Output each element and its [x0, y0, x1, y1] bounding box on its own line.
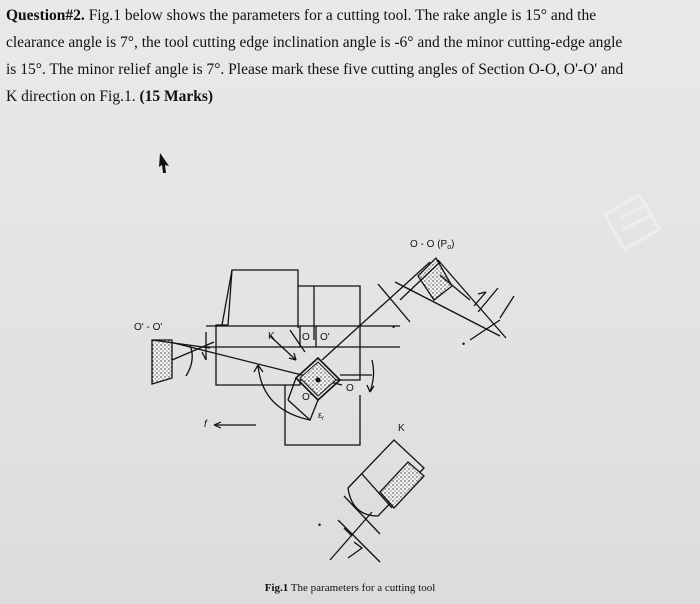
svg-text:•: • [318, 520, 322, 530]
svg-text:•: • [462, 339, 466, 349]
section-oo-label: O - O $(P_o)$ [410, 239, 455, 251]
question-line-1: Question#2. Fig.1 below shows the parameters for a cutting tool. The rake angle is 15° and the [6, 7, 597, 24]
label-o1-mid: O' [302, 392, 312, 403]
question-marks: (15 Marks) [139, 88, 214, 105]
figure-caption: Fig.1 The parameters for a cutting tool [264, 582, 436, 594]
section-o1o1-drawing [152, 332, 214, 384]
tool-top-view [170, 262, 430, 445]
label-o-right: O [346, 383, 354, 394]
svg-text:•: • [392, 322, 396, 332]
label-f: f [204, 419, 207, 430]
watermark-icon [600, 190, 670, 260]
label-o1-box: O' [320, 332, 330, 343]
question-line-2: clearance angle is 7°, the tool cutting edge inclination angle is -6° and the minor cutting-edge angle [6, 34, 623, 51]
label-epsilon: $\varepsilon_r$ [318, 410, 325, 422]
section-o1o1-label: O' - O' [134, 322, 163, 333]
question-line-3: is 15°. The minor relief angle is 7°. Please mark these five cutting angles of Section O-O, O'-O' and [6, 61, 624, 78]
section-oo-drawing [378, 258, 514, 340]
question-number: Question#2. [6, 7, 85, 24]
k-direction-view [330, 440, 424, 562]
feed-arrow-icon [214, 422, 256, 428]
tool-tip-point [316, 378, 321, 383]
question-line-4: K direction on Fig.1. (15 Marks) [6, 88, 214, 105]
label-o-box: O [302, 332, 310, 343]
label-k-top: K [268, 331, 275, 342]
label-k-lower: K [398, 423, 405, 434]
